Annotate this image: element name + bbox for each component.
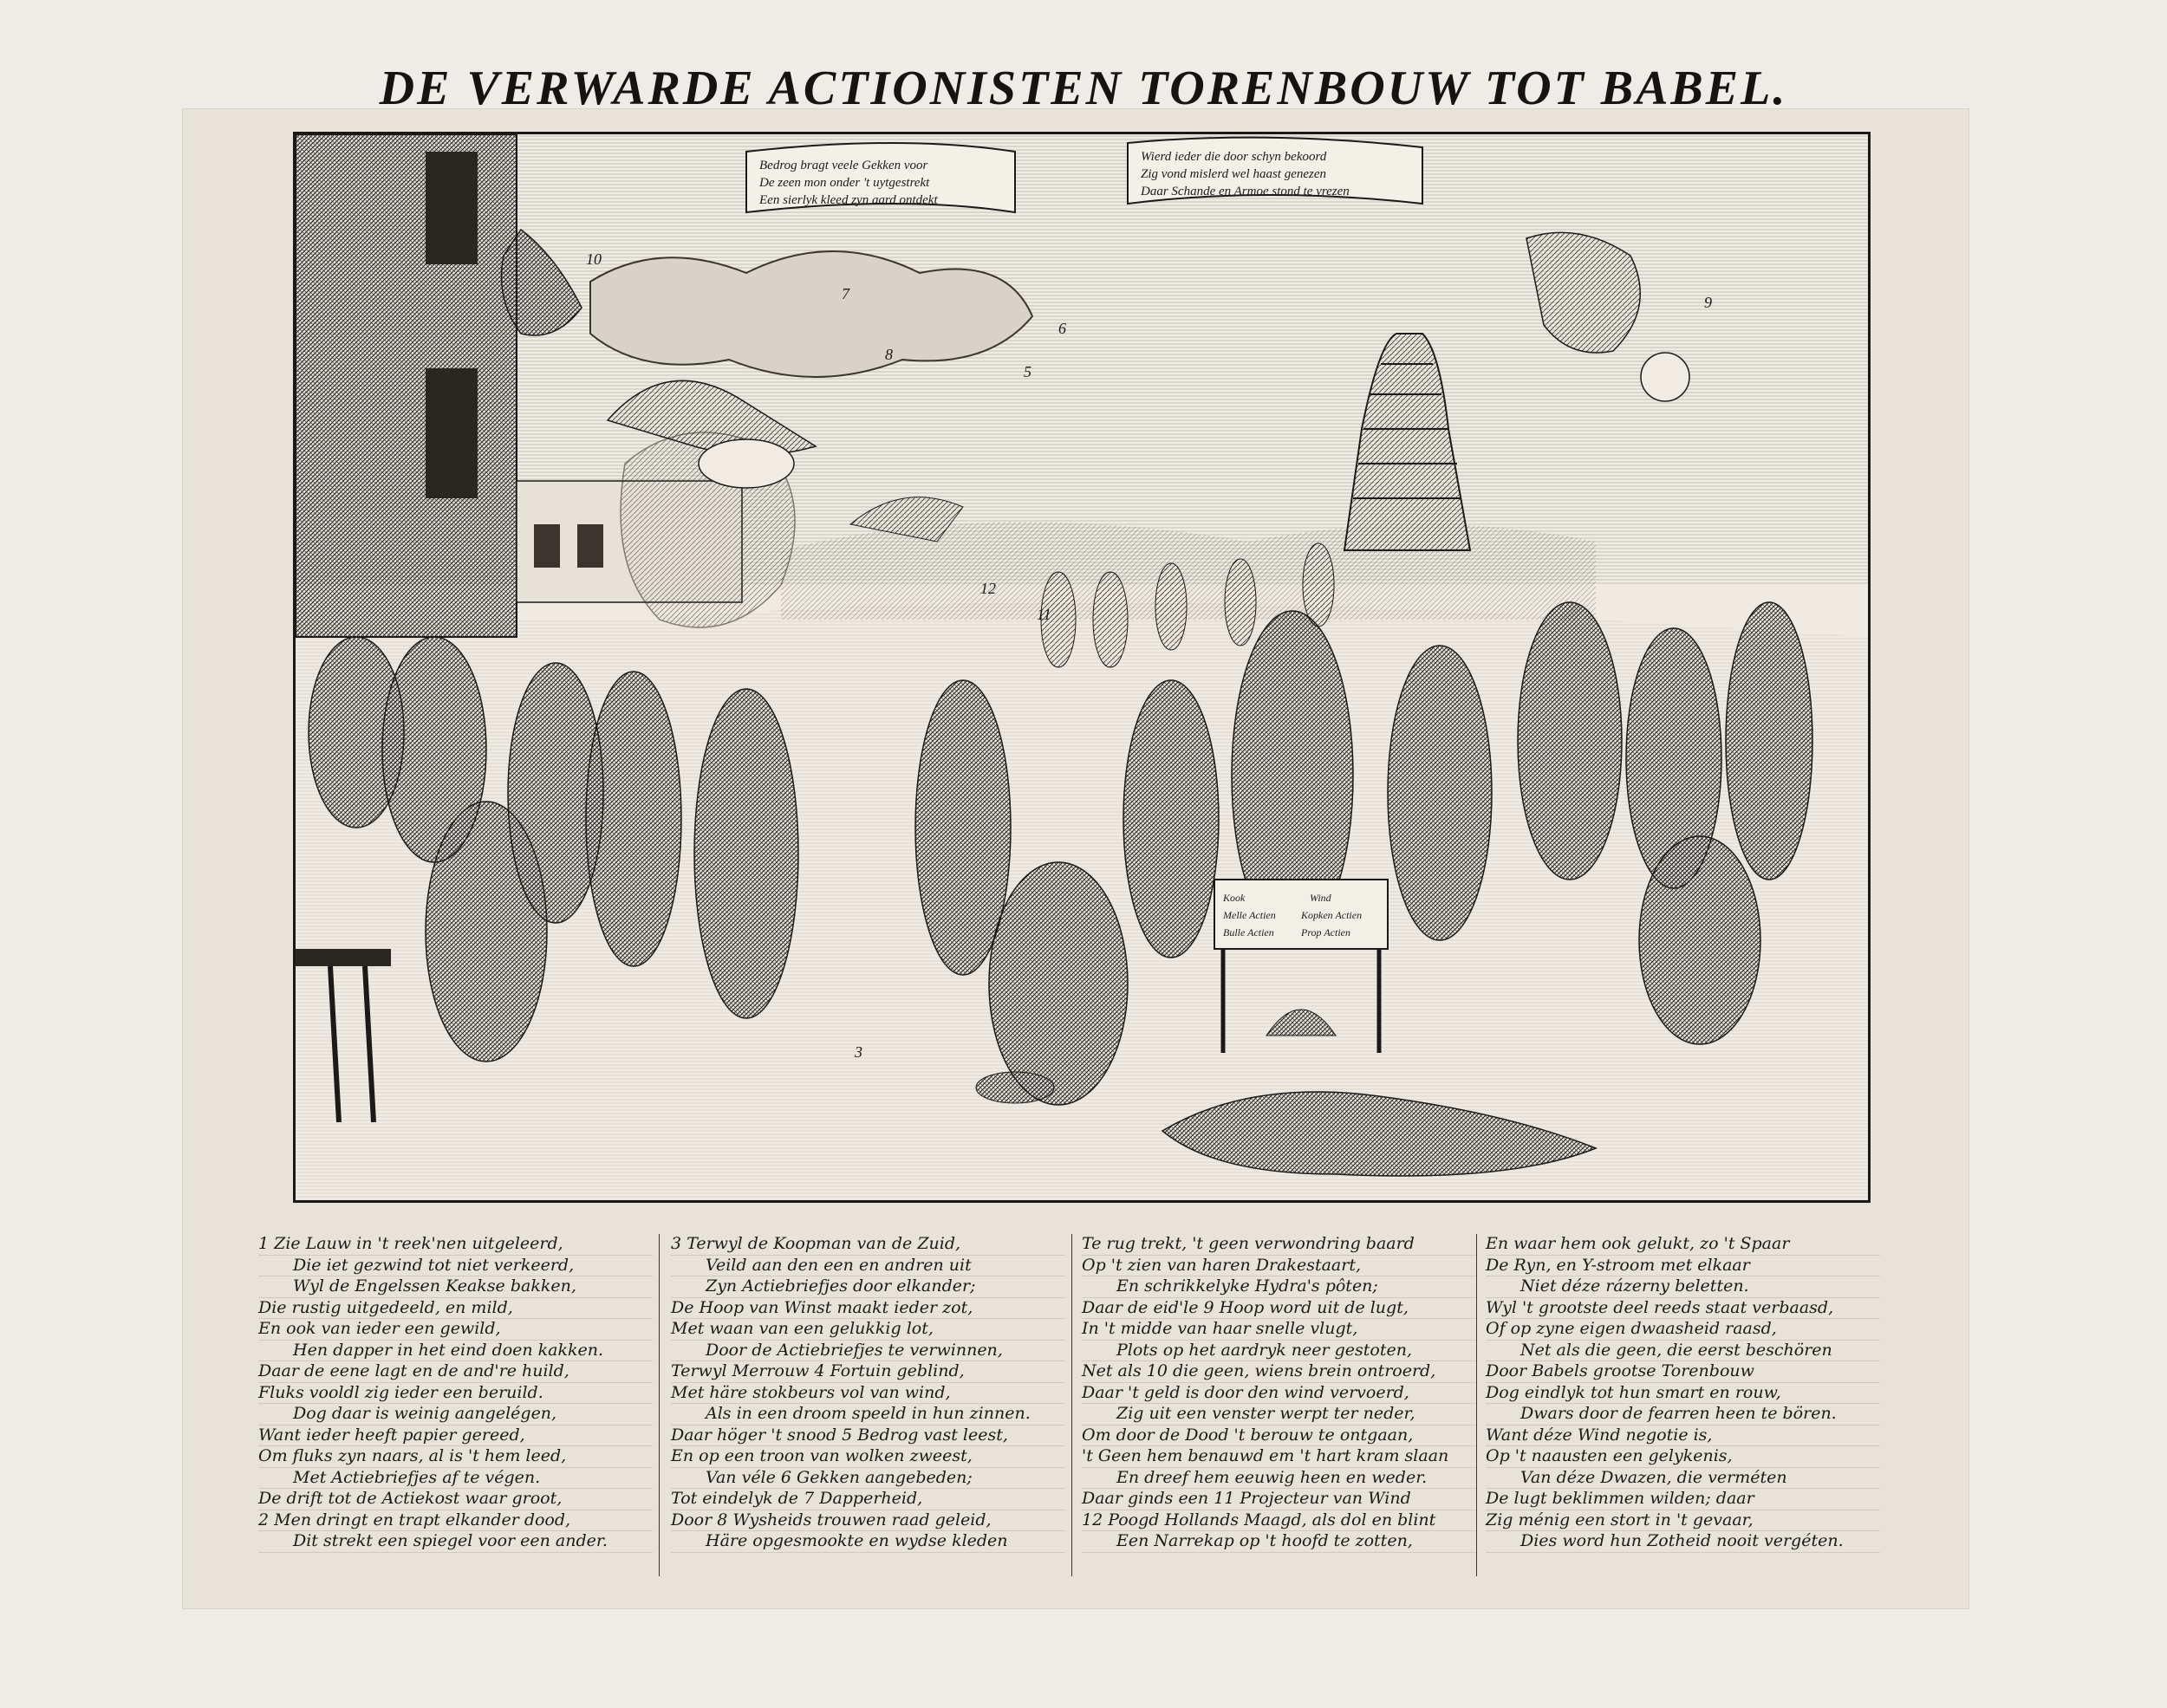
hat-on-ground bbox=[976, 1072, 1054, 1103]
paper-label-kopken: Kopken Actien bbox=[1301, 909, 1363, 921]
verse-line: Zig ménig een stort in 't gevaar, bbox=[1486, 1510, 1880, 1532]
verse-line: En schrikkelyke Hydra's pôten; bbox=[1082, 1276, 1476, 1298]
verse-line: Door 8 Wysheids trouwen raad geleid, bbox=[671, 1510, 1065, 1532]
verse-line: Want ieder heeft papier gereed, bbox=[258, 1425, 653, 1447]
marker-8: 8 bbox=[885, 346, 893, 363]
paper-label-bulle: Bulle Actien bbox=[1223, 926, 1274, 938]
verse-line: Met waan van een gelukkig lot, bbox=[671, 1319, 1065, 1341]
marker-12: 12 bbox=[980, 580, 996, 597]
verse-line: Zyn Actiebriefjes door elkander; bbox=[671, 1276, 1065, 1298]
verse-line: Om door de Dood 't berouw te ontgaan, bbox=[1082, 1425, 1476, 1447]
verse-line: Häre opgesmookte en wydse kleden bbox=[671, 1531, 1065, 1553]
marker-5: 5 bbox=[1024, 363, 1031, 380]
verse-line: Dwars door de fearren heen te bören. bbox=[1486, 1404, 1880, 1425]
verse-line: Net als 10 die geen, wiens brein ontroerd, bbox=[1082, 1361, 1476, 1383]
verse-line: Van véle 6 Gekken aangebeden; bbox=[671, 1468, 1065, 1490]
verse-line: Die iet gezwind tot niet verkeerd, bbox=[258, 1256, 653, 1277]
verse-line: Niet déze rázerny beletten. bbox=[1486, 1276, 1880, 1298]
verse-line: Dies word hun Zotheid nooit vergéten. bbox=[1486, 1531, 1880, 1553]
verse-line: Van déze Dwazen, die verméten bbox=[1486, 1468, 1880, 1490]
verse-line: Met häre stokbeurs vol van wind, bbox=[671, 1383, 1065, 1405]
verse-line: Die rustig uitgedeeld, en mild, bbox=[258, 1298, 653, 1320]
marker-3: 3 bbox=[855, 1043, 862, 1061]
banner-left-line-2: De zeen mon onder 't uytgestrekt bbox=[759, 176, 930, 190]
verse-line: De drift tot de Actiekost waar groot, bbox=[258, 1489, 653, 1510]
column-rule bbox=[659, 1234, 660, 1576]
hills bbox=[781, 522, 1596, 620]
verse-column-3 bbox=[1082, 1234, 1476, 1553]
verse-line: Door de Actiebriefjes te verwinnen, bbox=[671, 1341, 1065, 1362]
marker-6: 6 bbox=[1058, 320, 1066, 337]
marker-7: 7 bbox=[842, 285, 849, 302]
verse-line: Op 't zien van haren Drakestaart, bbox=[1082, 1256, 1476, 1277]
verse-line: 1 Zie Lauw in 't reek'nen uitgeleerd, bbox=[258, 1234, 653, 1256]
paper-label-melle: Melle Actien bbox=[1223, 909, 1276, 921]
verse-line: Daar höger 't snood 5 Bedrog vast leest, bbox=[671, 1425, 1065, 1447]
marker-9: 9 bbox=[1704, 294, 1712, 311]
verse-line: 12 Poogd Hollands Maagd, als dol en blint bbox=[1082, 1510, 1476, 1532]
verse-line: Om fluks zyn naars, al is 't hem leed, bbox=[258, 1446, 653, 1468]
verse-line: Door Babels grootse Torenbouw bbox=[1486, 1361, 1880, 1383]
verse-line: Want déze Wind negotie is, bbox=[1486, 1425, 1880, 1447]
paper-label-prop: Prop Actien bbox=[1301, 926, 1350, 938]
verse-line: Met Actiebriefjes af te végen. bbox=[258, 1468, 653, 1490]
verse-line: Wyl 't grootste deel reeds staat verbaasd, bbox=[1486, 1298, 1880, 1320]
verse-line: In 't midde van haar snelle vlugt, bbox=[1082, 1319, 1476, 1341]
verse-line: De lugt beklimmen wilden; daar bbox=[1486, 1489, 1880, 1510]
verse-line: Plots op het aardryk neer gestoten, bbox=[1082, 1341, 1476, 1362]
verse-line: Dit strekt een spiegel voor een ander. bbox=[258, 1531, 653, 1553]
verse-line: Terwyl Merrouw 4 Fortuin geblind, bbox=[671, 1361, 1065, 1383]
verse-line: Fluks vooldl zig ieder een beruild. bbox=[258, 1383, 653, 1405]
scene-illustration bbox=[296, 134, 1868, 1200]
verse-line: Een Narrekap op 't hoofd te zotten, bbox=[1082, 1531, 1476, 1553]
paper-label-kook: Kook bbox=[1223, 892, 1246, 904]
verse-column-2 bbox=[671, 1234, 1065, 1553]
verse-line: Tot eindelyk de 7 Dapperheid, bbox=[671, 1489, 1065, 1510]
verse-line: Daar ginds een 11 Projecteur van Wind bbox=[1082, 1489, 1476, 1510]
print-title: DE VERWARDE ACTIONISTEN TORENBOUW TOT BABEL. bbox=[379, 62, 1788, 115]
verse-line: Te rug trekt, 't geen verwondring baard bbox=[1082, 1234, 1476, 1256]
verse-line: Op 't naausten een gelykenis, bbox=[1486, 1446, 1880, 1468]
marker-10: 10 bbox=[586, 250, 602, 268]
verse-line: Dog eindlyk tot hun smart en rouw, bbox=[1486, 1383, 1880, 1405]
verse-line: En ook van ieder een gewild, bbox=[258, 1319, 653, 1341]
verse-line: 't Geen hem benauwd em 't hart kram slaan bbox=[1082, 1446, 1476, 1468]
writing-table bbox=[296, 949, 391, 966]
verse-columns bbox=[258, 1234, 1853, 1581]
paper-label-wind: Wind bbox=[1310, 892, 1331, 904]
banner-right-line-1: Wierd ieder die door schyn bekoord bbox=[1141, 150, 1327, 164]
banner-left-line-1: Bedrog bragt veele Gekken voor bbox=[759, 159, 928, 172]
verse-line: Dog daar is weinig aangelégen, bbox=[258, 1404, 653, 1425]
verse-line: 2 Men dringt en trapt elkander dood, bbox=[258, 1510, 653, 1532]
verse-line: De Hoop van Winst maakt ieder zot, bbox=[671, 1298, 1065, 1320]
verse-line: Veild aan den een en andren uit bbox=[671, 1256, 1065, 1277]
verse-line: En op een troon van wolken zweest, bbox=[671, 1446, 1065, 1468]
engraved-scene bbox=[293, 132, 1871, 1203]
column-rule bbox=[1071, 1234, 1072, 1576]
marker-11: 11 bbox=[1037, 606, 1051, 623]
column-rule bbox=[1476, 1234, 1477, 1576]
verse-line: Als in een droom speeld in hun zinnen. bbox=[671, 1404, 1065, 1425]
verse-line: Daar 't geld is door den wind vervoerd, bbox=[1082, 1383, 1476, 1405]
banner-left-line-3: Een sierlyk kleed zyn aard ontdekt bbox=[759, 193, 938, 207]
verse-line: Wyl de Engelssen Keakse bakken, bbox=[258, 1276, 653, 1298]
verse-column-4 bbox=[1486, 1234, 1880, 1553]
verse-line: Of op zyne eigen dwaasheid raasd, bbox=[1486, 1319, 1880, 1341]
banner-right-line-2: Zig vond mislerd wel haast genezen bbox=[1141, 167, 1327, 181]
verse-line: En waar hem ook gelukt, zo 't Spaar bbox=[1486, 1234, 1880, 1256]
verse-line: Daar de eid'le 9 Hoop word uit de lugt, bbox=[1082, 1298, 1476, 1320]
verse-line: Net als die geen, die eerst beschören bbox=[1486, 1341, 1880, 1362]
verse-line: 3 Terwyl de Koopman van de Zuid, bbox=[671, 1234, 1065, 1256]
verse-line: En dreef hem eeuwig heen en weder. bbox=[1082, 1468, 1476, 1490]
verse-line: Daar de eene lagt en de and're huild, bbox=[258, 1361, 653, 1383]
verse-line: Zig uit een venster werpt ter neder, bbox=[1082, 1404, 1476, 1425]
verse-column-1 bbox=[258, 1234, 653, 1553]
banner-right-line-3: Daar Schande en Armoe stond te vrezen bbox=[1141, 185, 1350, 198]
verse-line: De Ryn, en Y-stroom met elkaar bbox=[1486, 1256, 1880, 1277]
verse-line: Hen dapper in het eind doen kakken. bbox=[258, 1341, 653, 1362]
